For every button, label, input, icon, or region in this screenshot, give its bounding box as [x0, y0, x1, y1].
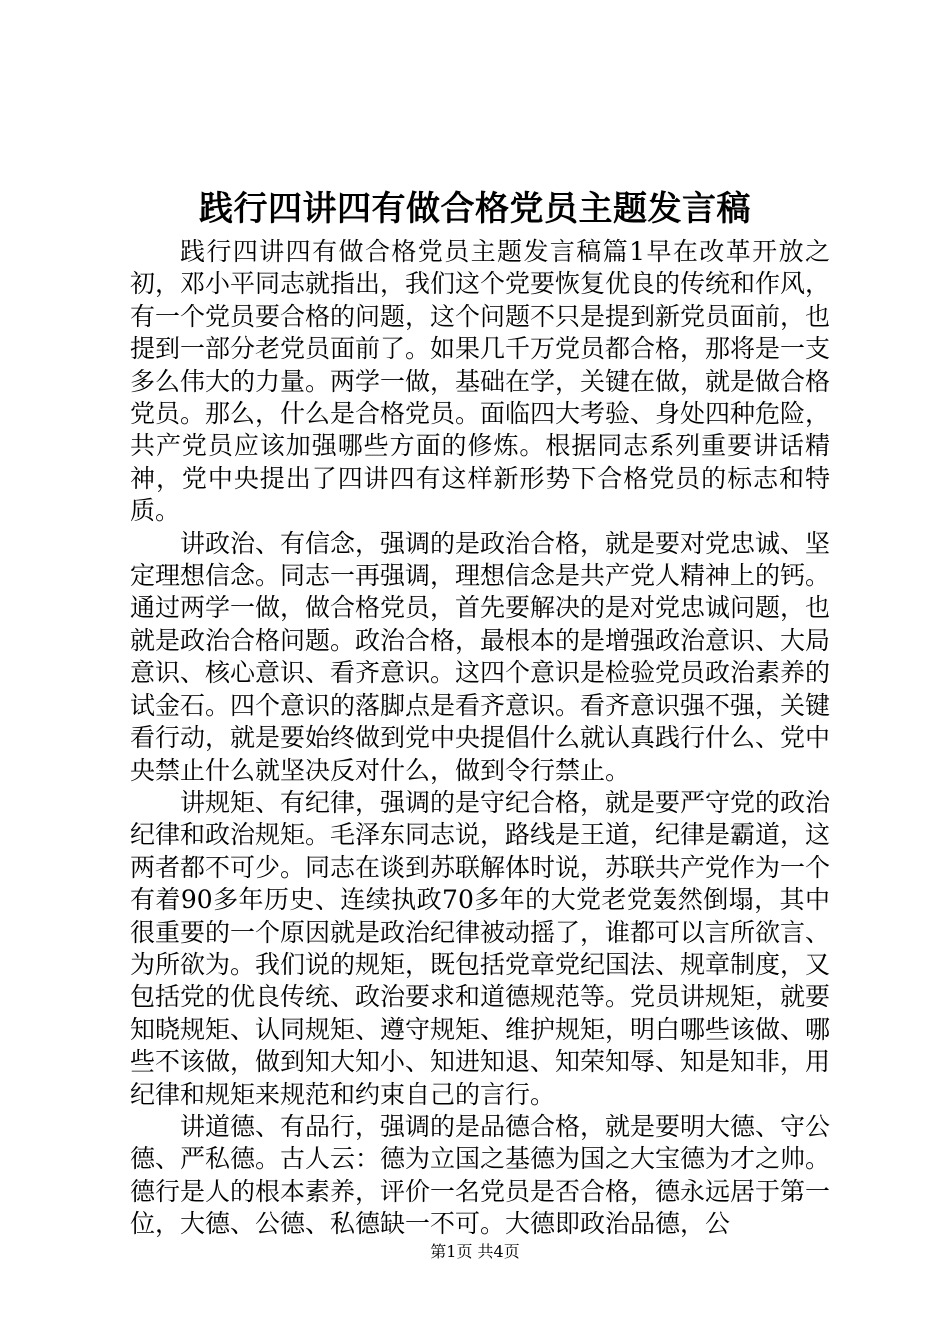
paragraph-4: 讲道德、有品行，强调的是品德合格，就是要明大德、守公德、严私德。古人云：德为立国之基德为国之大宝德为才之帅。德行是人的根本素养，评价一名党员是否合格，德永远居于第一位，大德、公德、私德缺一不可。大德即政治品德，公 [130, 1111, 831, 1239]
paragraph-1: 践行四讲四有做合格党员主题发言稿篇1早在改革开放之初，邓小平同志就指出，我们这个党要恢复优良的传统和作风，有一个党员要合格的问题，这个问题不只是提到新党员面前，也提到一部分老党员面前了。如果几千万党员都合格，那将是一支多么伟大的力量。两学一做，基础在学，关键在做，就是做合格党员。那么，什么是合格党员。面临四大考验、身处四种危险，共产党员应该加强哪些方面的修炼。根据同志系列重要讲话精神，党中央提出了四讲四有这样新形势下合格党员的标志和特质。 [130, 237, 831, 526]
paragraph-2: 讲政治、有信念，强调的是政治合格，就是要对党忠诚、坚定理想信念。同志一再强调，理想信念是共产党人精神上的钙。通过两学一做，做合格党员，首先要解决的是对党忠诚问题，也就是政治合格问题。政治合格，最根本的是增强政治意识、大局意识、核心意识、看齐意识。这四个意识是检验党员政治素养的试金石。四个意识的落脚点是看齐意识。看齐意识强不强，关键看行动，就是要始终做到党中央提倡什么就认真践行什么、党中央禁止什么就坚决反对什么，做到令行禁止。 [130, 528, 831, 785]
page-number-footer: 第1页 共4页 [430, 1242, 520, 1261]
document-title: 践行四讲四有做合格党员主题发言稿 [199, 189, 751, 229]
document-body [130, 236, 830, 1241]
paragraph-3: 讲规矩、有纪律，强调的是守纪合格，就是要严守党的政治纪律和政治规矩。毛泽东同志说，路线是王道，纪律是霸道，这两者都不可少。同志在谈到苏联解体时说，苏联共产党作为一个有着90多年历史、连续执政70多年的大党老党轰然倒塌，其中很重要的一个原因就是政治纪律被动摇了，谁都可以言所欲言、为所欲为。我们说的规矩，既包括党章党纪国法、规章制度，又包括党的优良传统、政治要求和道德规范等。党员讲规矩，就要知晓规矩、认同规矩、遵守规矩、维护规矩，明白哪些该做、哪些不该做，做到知大知小、知进知退、知荣知辱、知是知非，用纪律和规矩来规范和约束自己的言行。 [130, 787, 831, 1109]
